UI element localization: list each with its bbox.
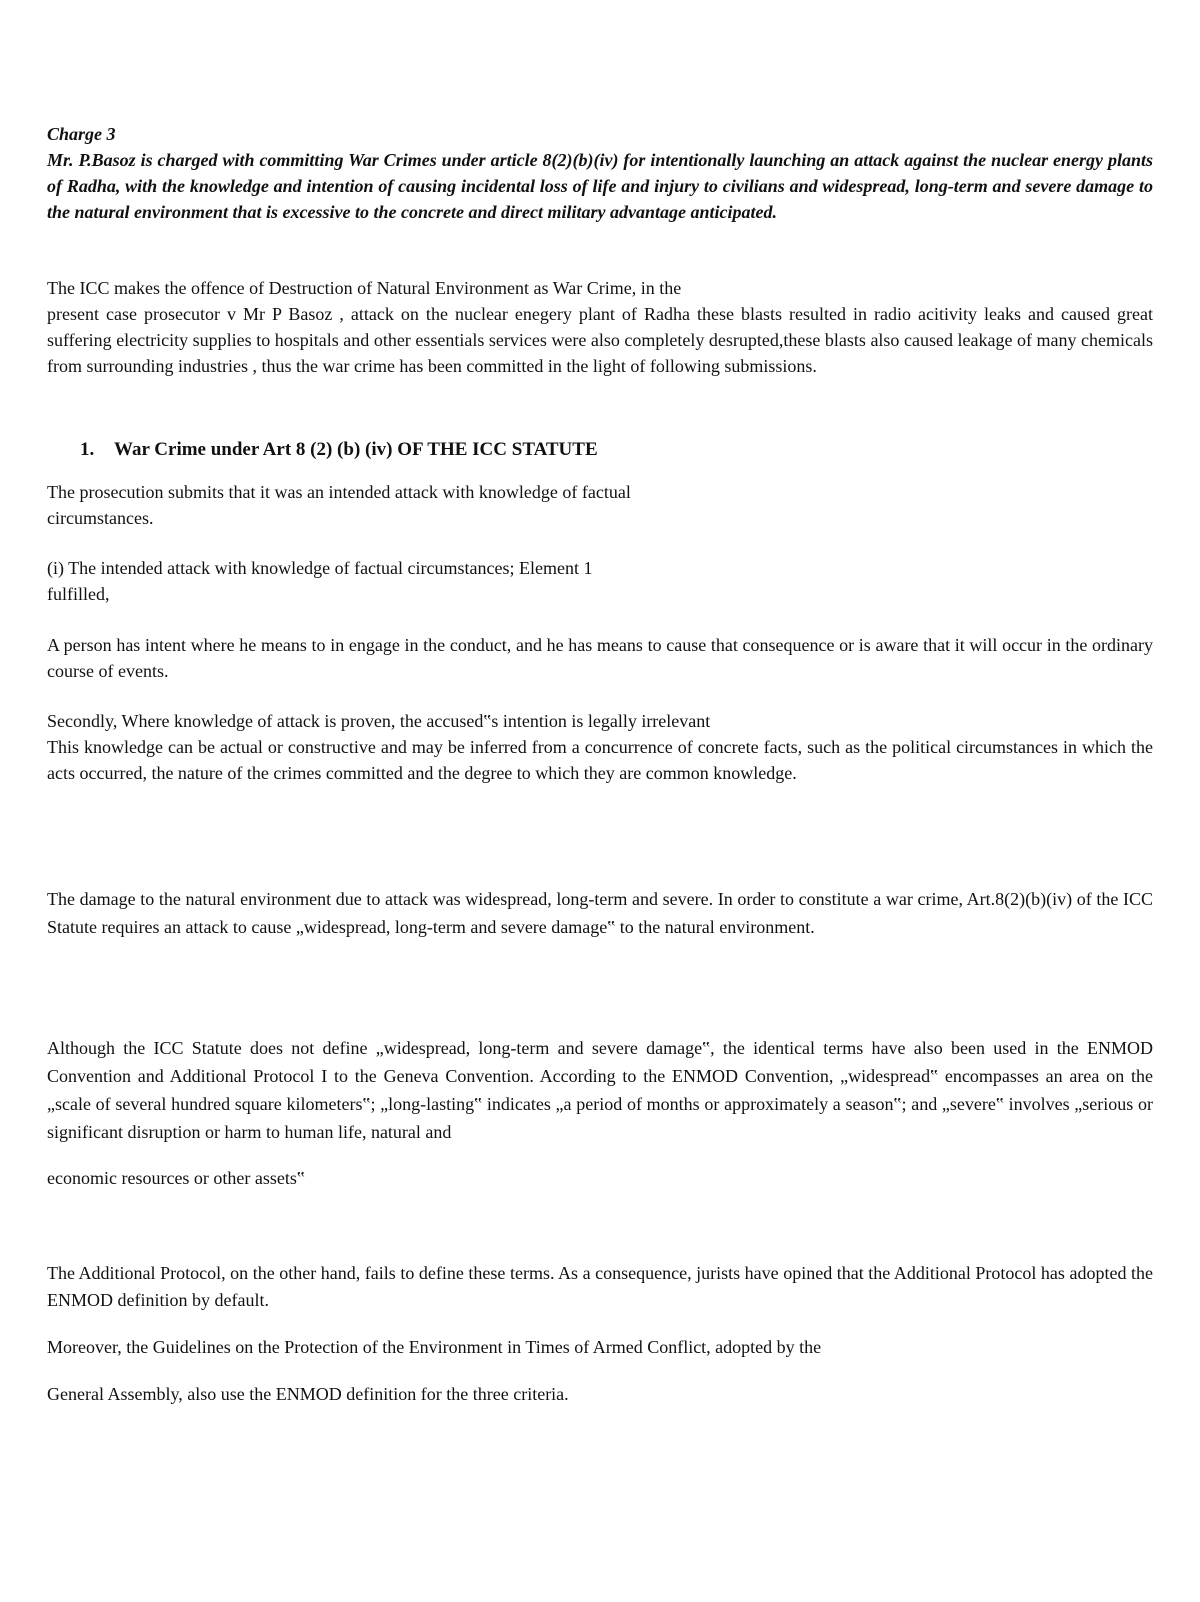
- element-line: (i) The intended attack with knowledge of factual circumstances; Element 1: [47, 558, 593, 578]
- guidelines-line: Moreover, the Guidelines on the Protection of the Environment in Times of Armed Conflict, adopted by the: [47, 1337, 822, 1357]
- charge-title: Charge 3: [47, 124, 116, 144]
- intro-body: present case prosecutor v Mr P Basoz , attack on the nuclear enegery plant of Radha these blasts resulted in radio acitivity leaks and caused great suffering electricity supplies to hospitals and other essentials services were also completely desrupted,these blasts also caused leakage of many chemicals from surrounding industries , thus the war crime has been committed in the light of following submissions.: [47, 304, 1153, 376]
- enmod-tail: economic resources or other assets‟: [47, 1168, 305, 1188]
- submission-line: circumstances.: [47, 508, 154, 528]
- section-title: War Crime under Art 8 (2) (b) (iv) OF THE ICC STATUTE: [114, 439, 598, 460]
- submission-line: The prosecution submits that it was an intended attack with knowledge of factual: [47, 482, 631, 502]
- enmod-paragraph: Although the ICC Statute does not define „widespread, long-term and severe damage‟, the identical terms have also been used in the ENMOD Convention and Additional Protocol I to the Geneva Convention. According to the ENMOD Convention, „widespread‟ encompasses an area on the „scale of several hundred square kilometers‟; „long-lasting‟ indicates „a period of months or approximately a season‟; and „severe‟ involves „serious or significant disruption or harm to human life, natural and: [47, 1038, 1153, 1142]
- intent-paragraph: A person has intent where he means to in engage in the conduct, and he has means to cause that consequence or is aware that it will occur in the ordinary course of events.: [47, 635, 1153, 681]
- submission-paragraph: [47, 479, 1153, 531]
- knowledge-line: Secondly, Where knowledge of attack is proven, the accused‟s intention is legally irrelevant: [47, 711, 711, 731]
- section-number: 1.: [80, 439, 95, 460]
- protocol-paragraph: The Additional Protocol, on the other hand, fails to define these terms. As a consequence, jurists have opined that the Additional Protocol has adopted the ENMOD definition by default.: [47, 1263, 1153, 1310]
- intro-line: The ICC makes the offence of Destruction of Natural Environment as War Crime, in the: [47, 278, 682, 298]
- knowledge-body: This knowledge can be actual or constructive and may be inferred from a concurrence of concrete facts, such as the political circumstances in which the acts occurred, the nature of the crimes committed and the degree to which they are common knowledge.: [47, 737, 1153, 783]
- element-line: fulfilled,: [47, 584, 110, 604]
- charge-block: [47, 121, 1153, 225]
- damage-paragraph: The damage to the natural environment due to attack was widespread, long-term and severe. In order to constitute a war crime, Art.8(2)(b)(iv) of the ICC Statute requires an attack to cause „widespread, long-term and severe damage‟ to the natural environment.: [47, 889, 1153, 937]
- intro-paragraph: [47, 275, 1153, 379]
- knowledge-paragraph: [47, 708, 1153, 786]
- section-heading: [80, 437, 598, 463]
- element-paragraph: [47, 555, 1153, 607]
- guidelines-line: General Assembly, also use the ENMOD definition for the three criteria.: [47, 1384, 569, 1404]
- charge-text: Mr. P.Basoz is charged with committing War Crimes under article 8(2)(b)(iv) for intentionally launching an attack against the nuclear energy plants of Radha, with the knowledge and intention of causing incidental loss of life and injury to civilians and widespread, long-term and severe damage to the natural environment that is excessive to the concrete and direct military advantage anticipated.: [47, 150, 1153, 222]
